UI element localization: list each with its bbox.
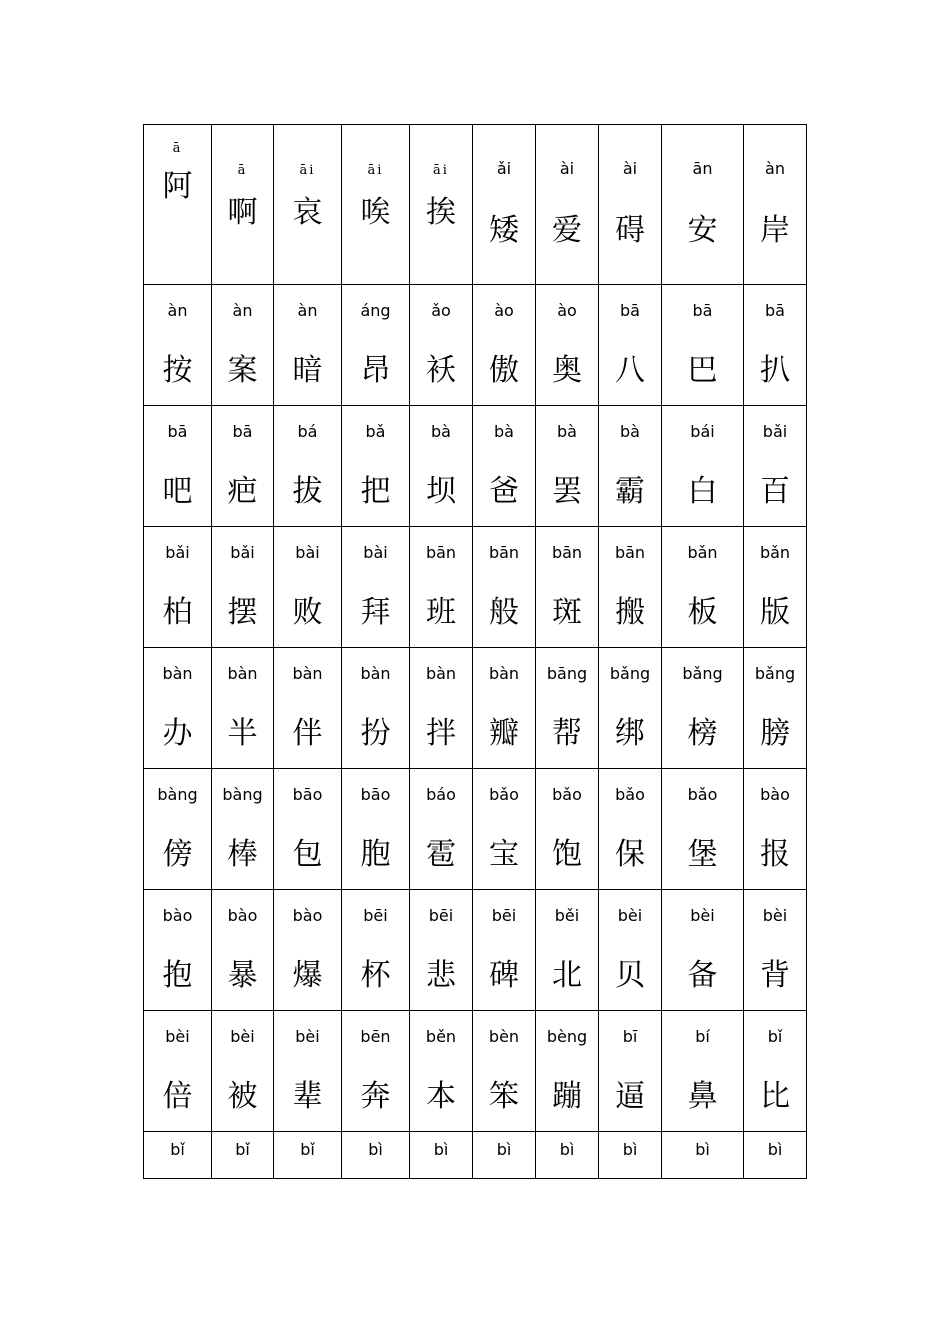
hanzi-character: 拜	[360, 595, 391, 630]
hanzi-character: 柏	[162, 595, 193, 630]
pinyin-label: bì	[622, 1140, 638, 1159]
pinyin-label: àn	[167, 301, 188, 320]
character-cell	[212, 1132, 274, 1179]
character-cell	[212, 527, 274, 648]
character-cell	[599, 285, 662, 406]
character-cell	[599, 1011, 662, 1132]
hanzi-character: 八	[615, 353, 645, 388]
hanzi-character: 唉	[360, 195, 391, 230]
pinyin-label: bàn	[162, 664, 193, 683]
character-cell	[144, 406, 212, 527]
character-cell	[599, 769, 662, 890]
pinyin-label: áng	[360, 301, 391, 320]
character-cell	[410, 769, 473, 890]
hanzi-character: 抱	[162, 958, 193, 993]
hanzi-character: 背	[760, 958, 790, 993]
character-cell	[662, 125, 744, 285]
pinyin-label: bāng	[546, 664, 588, 683]
hanzi-character: 坝	[426, 474, 456, 509]
pinyin-label: bā	[232, 422, 253, 441]
pinyin-label: bì	[559, 1140, 575, 1159]
pinyin-label: bān	[614, 543, 646, 562]
hanzi-character: 般	[489, 595, 519, 630]
pinyin-label: bǎn	[759, 543, 791, 562]
pinyin-label: ā	[172, 141, 183, 156]
character-cell	[473, 406, 536, 527]
hanzi-character: 啊	[227, 195, 258, 230]
hanzi-character: 挨	[426, 195, 456, 230]
character-cell	[599, 890, 662, 1011]
character-cell	[144, 769, 212, 890]
hanzi-character: 比	[760, 1079, 790, 1114]
hanzi-character: 板	[687, 595, 718, 630]
character-cell	[473, 1011, 536, 1132]
character-cell	[274, 125, 342, 285]
pinyin-label: běi	[554, 906, 580, 925]
pinyin-label: bàng	[222, 785, 263, 804]
hanzi-character: 堡	[687, 837, 718, 872]
hanzi-character: 辈	[292, 1079, 323, 1114]
hanzi-character: 备	[687, 958, 718, 993]
character-cell	[744, 890, 807, 1011]
character-cell	[274, 648, 342, 769]
pinyin-label: ān	[692, 159, 713, 178]
hanzi-character: 把	[360, 474, 391, 509]
character-cell	[744, 125, 807, 285]
pinyin-label: bā	[620, 301, 640, 320]
character-cell	[212, 890, 274, 1011]
pinyin-label: bèi	[230, 1027, 255, 1046]
hanzi-character: 班	[426, 595, 456, 630]
hanzi-character: 哀	[292, 195, 323, 230]
pinyin-label: bǎo	[687, 785, 718, 804]
hanzi-character: 帮	[552, 716, 582, 751]
character-cell	[410, 285, 473, 406]
pinyin-label: bā	[692, 301, 713, 320]
pinyin-label: bèng	[546, 1027, 588, 1046]
pinyin-label: bà	[620, 422, 640, 441]
pinyin-label: bèi	[617, 906, 643, 925]
character-cell	[212, 406, 274, 527]
table-row	[144, 527, 807, 648]
hanzi-character: 被	[227, 1079, 258, 1114]
pinyin-label: bèi	[690, 906, 715, 925]
pinyin-label: bǎng	[682, 664, 723, 683]
table-row	[144, 285, 807, 406]
pinyin-label: bèi	[165, 1027, 190, 1046]
hanzi-character: 扮	[360, 716, 391, 751]
character-cell	[410, 527, 473, 648]
character-cell	[536, 1011, 599, 1132]
pinyin-label: bēn	[360, 1027, 391, 1046]
character-cell	[744, 527, 807, 648]
character-cell	[662, 890, 744, 1011]
hanzi-character: 贝	[615, 958, 645, 993]
pinyin-label: běn	[425, 1027, 457, 1046]
character-cell	[662, 527, 744, 648]
character-cell	[744, 648, 807, 769]
character-cell	[274, 285, 342, 406]
pinyin-label: bào	[292, 906, 323, 925]
pinyin-label: bēi	[491, 906, 517, 925]
hanzi-character: 绑	[615, 716, 645, 751]
character-cell	[473, 648, 536, 769]
pinyin-label: āi	[433, 163, 449, 178]
character-cell	[410, 1132, 473, 1179]
pinyin-label: bào	[760, 785, 790, 804]
hanzi-character: 拌	[426, 716, 456, 751]
pinyin-label: bǎi	[165, 543, 190, 562]
character-cell	[473, 890, 536, 1011]
pinyin-label: bài	[295, 543, 320, 562]
hanzi-character: 暗	[292, 353, 323, 388]
hanzi-character: 白	[687, 474, 718, 509]
character-cell	[342, 1132, 410, 1179]
pinyin-label: bà	[494, 422, 514, 441]
character-cell	[536, 890, 599, 1011]
pinyin-label: bàn	[227, 664, 258, 683]
pinyin-label: bān	[551, 543, 583, 562]
hanzi-character: 爱	[552, 213, 582, 248]
character-cell	[536, 125, 599, 285]
character-cell	[662, 648, 744, 769]
character-cell	[662, 1132, 744, 1179]
character-cell	[342, 406, 410, 527]
hanzi-character: 碍	[615, 213, 645, 248]
pinyin-label: bēi	[428, 906, 454, 925]
pinyin-label: bì	[496, 1140, 512, 1159]
pinyin-label: bài	[363, 543, 388, 562]
pinyin-label: ào	[494, 301, 514, 320]
hanzi-character: 安	[687, 213, 718, 248]
pinyin-label: ài	[622, 159, 638, 178]
hanzi-character: 杯	[360, 958, 391, 993]
character-cell	[274, 1011, 342, 1132]
hanzi-character: 矮	[489, 213, 519, 248]
character-cell	[274, 406, 342, 527]
character-cell	[599, 648, 662, 769]
hanzi-character: 搬	[615, 595, 645, 630]
pinyin-label: āi	[367, 163, 384, 178]
hanzi-character: 碑	[489, 958, 519, 993]
character-cell	[536, 1132, 599, 1179]
character-cell	[274, 527, 342, 648]
pinyin-label: ài	[559, 159, 575, 178]
hanzi-character: 包	[292, 837, 323, 872]
pinyin-label: bǐ	[767, 1027, 783, 1046]
character-cell	[342, 769, 410, 890]
character-cell	[274, 769, 342, 890]
hanzi-character: 昂	[360, 353, 391, 388]
hanzi-character: 悲	[426, 958, 456, 993]
character-cell	[473, 527, 536, 648]
hanzi-character: 败	[292, 595, 323, 630]
hanzi-character: 胞	[360, 837, 391, 872]
character-cell	[212, 285, 274, 406]
hanzi-character: 百	[760, 474, 790, 509]
pinyin-label: bí	[695, 1027, 710, 1046]
character-cell	[410, 890, 473, 1011]
pinyin-label: bèi	[295, 1027, 320, 1046]
hanzi-character: 版	[760, 595, 790, 630]
character-cell	[342, 285, 410, 406]
table-row	[144, 1132, 807, 1179]
character-cell	[536, 648, 599, 769]
hanzi-character: 倍	[162, 1079, 193, 1114]
pinyin-label: bèi	[762, 906, 788, 925]
character-cell	[342, 890, 410, 1011]
character-cell	[536, 406, 599, 527]
hanzi-character: 吧	[162, 474, 193, 509]
character-cell	[599, 406, 662, 527]
pinyin-label: àn	[765, 159, 785, 178]
pinyin-label: bá	[297, 422, 318, 441]
character-cell	[662, 285, 744, 406]
pinyin-label: bǐ	[300, 1140, 315, 1159]
table-row	[144, 890, 807, 1011]
hanzi-character: 爆	[292, 958, 323, 993]
character-cell	[144, 1132, 212, 1179]
character-cell	[473, 769, 536, 890]
pinyin-label: bǎng	[609, 664, 651, 683]
hanzi-character: 榜	[687, 716, 718, 751]
hanzi-character: 岸	[760, 213, 790, 248]
pinyin-label: àn	[297, 301, 318, 320]
pinyin-label: bà	[431, 422, 451, 441]
pinyin-label: bēi	[363, 906, 388, 925]
character-cell	[410, 406, 473, 527]
hanzi-character: 办	[162, 716, 193, 751]
hanzi-character: 扒	[760, 353, 790, 388]
pinyin-label: bā	[765, 301, 785, 320]
pinyin-label: bà	[557, 422, 577, 441]
hanzi-character: 斑	[552, 595, 582, 630]
hanzi-character: 摆	[227, 595, 258, 630]
hanzi-character: 饱	[552, 837, 582, 872]
hanzi-character: 傲	[489, 353, 519, 388]
character-cell	[599, 527, 662, 648]
hanzi-character: 保	[615, 837, 645, 872]
pinyin-label: bǐ	[235, 1140, 250, 1159]
pinyin-label: bàn	[360, 664, 391, 683]
hanzi-character: 膀	[760, 716, 790, 751]
hanzi-character: 笨	[489, 1079, 519, 1114]
hanzi-character: 暴	[227, 958, 258, 993]
pinyin-label: báo	[426, 785, 456, 804]
pinyin-label: bǎi	[230, 543, 255, 562]
character-cell	[473, 125, 536, 285]
character-cell	[536, 285, 599, 406]
character-cell	[212, 1011, 274, 1132]
pinyin-label: bǎng	[754, 664, 796, 683]
pinyin-label: bǎ	[365, 422, 386, 441]
pinyin-label: bǎo	[615, 785, 645, 804]
character-cell	[410, 125, 473, 285]
pinyin-label: bàn	[292, 664, 323, 683]
pinyin-label: bàn	[425, 664, 457, 683]
hanzi-character: 霸	[615, 474, 645, 509]
pinyin-label: bǎi	[762, 422, 788, 441]
pinyin-label: bèn	[488, 1027, 520, 1046]
character-cell	[212, 125, 274, 285]
hanzi-character: 本	[426, 1079, 456, 1114]
hanzi-character: 逼	[615, 1079, 645, 1114]
character-cell	[342, 125, 410, 285]
pinyin-label: bā	[167, 422, 188, 441]
pinyin-label: bāo	[292, 785, 323, 804]
table-row	[144, 406, 807, 527]
character-cell	[536, 769, 599, 890]
pinyin-label: ào	[557, 301, 577, 320]
hanzi-character: 疤	[227, 474, 258, 509]
character-cell	[744, 1011, 807, 1132]
hanzi-character: 伴	[292, 716, 323, 751]
hanzi-character: 奥	[552, 353, 582, 388]
character-cell	[410, 1011, 473, 1132]
pinyin-label: bāo	[360, 785, 391, 804]
pinyin-label: bì	[368, 1140, 383, 1159]
hanzi-character: 蹦	[552, 1079, 582, 1114]
pinyin-label: bái	[690, 422, 715, 441]
pinyin-label: bì	[433, 1140, 449, 1159]
pinyin-character-table	[143, 124, 807, 1179]
pinyin-label: ǎo	[431, 301, 451, 320]
character-cell	[744, 285, 807, 406]
character-cell	[144, 1011, 212, 1132]
hanzi-character: 北	[552, 958, 582, 993]
character-cell	[144, 890, 212, 1011]
table-row	[144, 1011, 807, 1132]
character-cell	[744, 769, 807, 890]
hanzi-character: 袄	[426, 353, 456, 388]
character-cell	[536, 527, 599, 648]
character-cell	[599, 125, 662, 285]
pinyin-label: bī	[622, 1027, 638, 1046]
hanzi-character: 罢	[552, 474, 582, 509]
hanzi-character: 阿	[162, 169, 193, 204]
character-cell	[212, 769, 274, 890]
hanzi-character: 瓣	[489, 716, 519, 751]
hanzi-character: 巴	[687, 353, 718, 388]
character-cell	[144, 527, 212, 648]
pinyin-label: bào	[227, 906, 258, 925]
pinyin-label: bǎo	[489, 785, 519, 804]
character-cell	[744, 1132, 807, 1179]
character-cell	[274, 1132, 342, 1179]
pinyin-label: bān	[425, 543, 457, 562]
character-cell	[144, 285, 212, 406]
hanzi-character: 奔	[360, 1079, 391, 1114]
character-cell	[212, 648, 274, 769]
table-row	[144, 769, 807, 890]
character-cell	[274, 890, 342, 1011]
pinyin-label: bàn	[488, 664, 520, 683]
character-cell	[662, 769, 744, 890]
pinyin-label: bì	[767, 1140, 783, 1159]
character-cell	[744, 406, 807, 527]
table-row	[144, 125, 807, 285]
pinyin-label: bì	[695, 1140, 710, 1159]
hanzi-character: 半	[227, 716, 258, 751]
pinyin-label: àn	[232, 301, 253, 320]
hanzi-character: 雹	[426, 837, 456, 872]
character-cell	[342, 648, 410, 769]
hanzi-character: 爸	[489, 474, 519, 509]
pinyin-label: bǎn	[687, 543, 718, 562]
hanzi-character: 报	[760, 837, 790, 872]
character-cell	[410, 648, 473, 769]
pinyin-label: āi	[299, 163, 316, 178]
pinyin-label: bào	[162, 906, 193, 925]
hanzi-character: 鼻	[687, 1079, 718, 1114]
pinyin-label: bǐ	[170, 1140, 185, 1159]
character-cell	[144, 648, 212, 769]
hanzi-character: 按	[162, 353, 193, 388]
character-cell	[342, 1011, 410, 1132]
character-cell	[662, 406, 744, 527]
hanzi-character: 傍	[162, 837, 193, 872]
hanzi-character: 棒	[227, 837, 258, 872]
pinyin-label: bǎo	[552, 785, 582, 804]
character-cell	[662, 1011, 744, 1132]
pinyin-label: ā	[237, 163, 248, 178]
character-cell	[144, 125, 212, 285]
character-cell	[342, 527, 410, 648]
character-cell	[599, 1132, 662, 1179]
character-cell	[473, 1132, 536, 1179]
hanzi-character: 案	[227, 353, 258, 388]
hanzi-character: 拔	[292, 474, 323, 509]
character-cell	[473, 285, 536, 406]
pinyin-label: ǎi	[496, 159, 512, 178]
hanzi-character: 宝	[489, 837, 519, 872]
pinyin-label: bān	[488, 543, 520, 562]
table-row	[144, 648, 807, 769]
pinyin-label: bàng	[157, 785, 198, 804]
